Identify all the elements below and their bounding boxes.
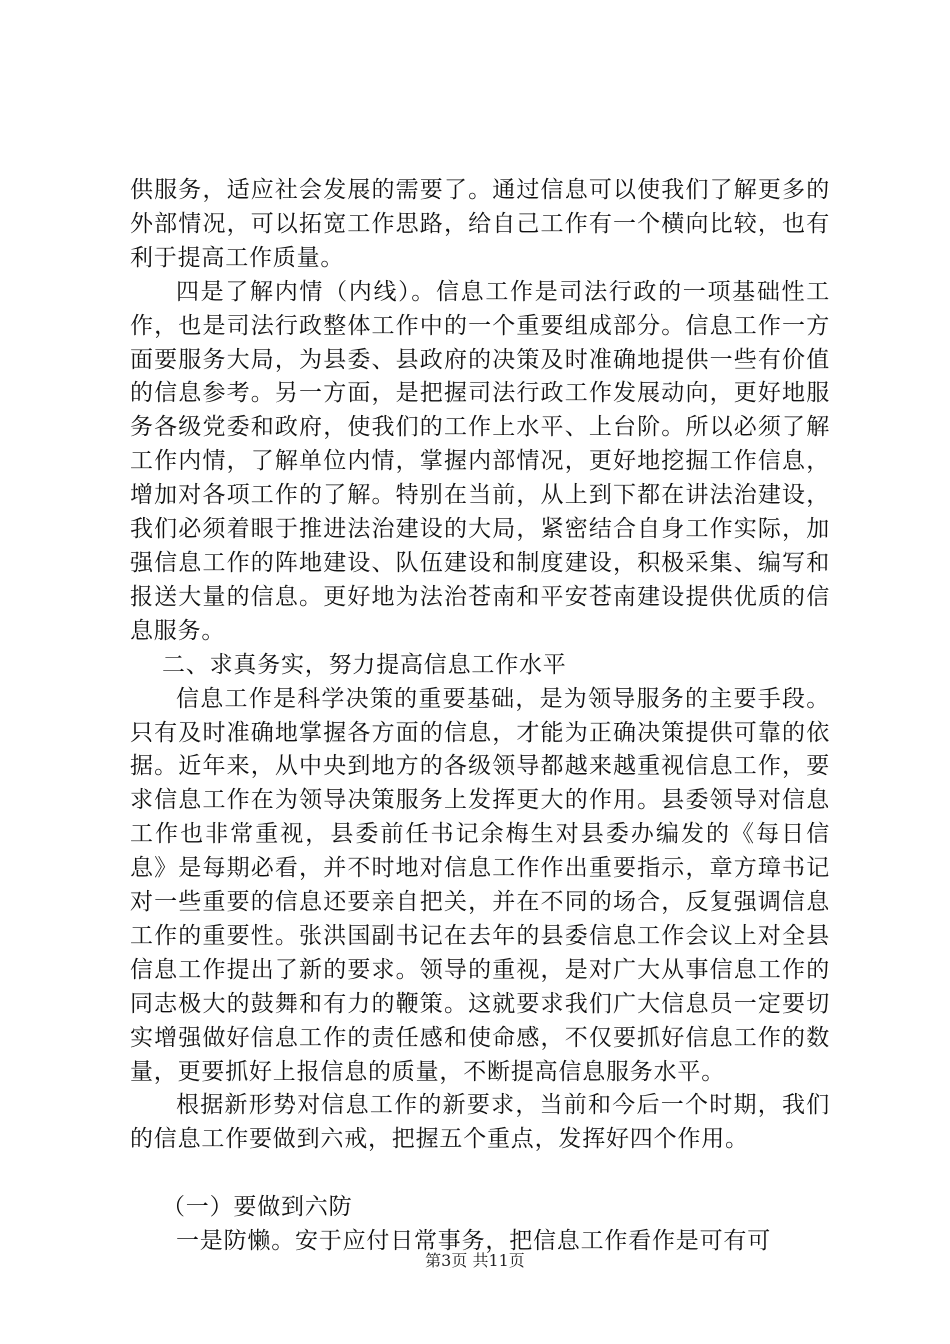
paragraph-prevent-laziness: 一是防懒。安于应付日常事务，把信息工作看作是可有可: [176, 1228, 771, 1255]
document-body: [130, 174, 830, 1259]
paragraph-new-requirements: 根据新形势对信息工作的新要求，当前和今后一个时期，我们的信息工作要做到六戒，把握五个重点，发挥好四个作用。: [130, 1092, 830, 1153]
subsection-heading-1: （一）要做到六防: [162, 1194, 353, 1221]
paragraph-info-importance: 信息工作是科学决策的重要基础，是为领导服务的主要手段。只有及时准确地掌握各方面的信息，才能为正确决策提供可靠的依据。近年来，从中央到地方的各级领导都越来越重视信息工作，要求信息工作在为领导决策服务上发挥更大的作用。县委领导对信息工作也非常重视，县委前任书记余梅生对县委办编发的《每日信息》是每期必看，并不时地对信息工作作出重要指示，章方璋书记对一些重要的信息还要亲自把关，并在不同的场合，反复强调信息工作的重要性。张洪国副书记在去年的县委信息工作会议上对全县信息工作提出了新的要求。领导的重视，是对广大从事信息工作的同志极大的鼓舞和有力的鞭策。这就要求我们广大信息员一定要切实增强做好信息工作的责任感和使命感，不仅要抓好信息工作的数量，更要抓好上报信息的质量，不断提高信息服务水平。: [130, 685, 830, 1085]
paragraph-internal-info: 四是了解内情（内线）。信息工作是司法行政的一项基础性工作，也是司法行政整体工作中的一个重要组成部分。信息工作一方面要服务大局，为县委、县政府的决策及时准确地提供一些有价值的信息参考。另一方面，是把握司法行政工作发展动向，更好地服务各级党委和政府，使我们的工作上水平、上台阶。所以必须了解工作内情，了解单位内情，掌握内部情况，更好地挖掘工作信息，增加对各项工作的了解。特别在当前，从上到下都在讲法治建设，我们必须着眼于推进法治建设的大局，紧密结合自身工作实际，加强信息工作的阵地建设、队伍建设和制度建设，积极采集、编写和报送大量的信息。更好地为法治苍南和平安苍南建设提供优质的信息服务。: [130, 278, 830, 644]
section-heading-2: 二、求真务实，努力提高信息工作水平: [162, 651, 567, 678]
page-number-footer: 第3页 共11页: [425, 1251, 525, 1270]
paragraph-gap: [130, 1157, 830, 1191]
paragraph-continuation: 供服务，适应社会发展的需要了。通过信息可以使我们了解更多的外部情况，可以拓宽工作思路，给自己工作有一个横向比较，也有利于提高工作质量。: [130, 177, 830, 271]
